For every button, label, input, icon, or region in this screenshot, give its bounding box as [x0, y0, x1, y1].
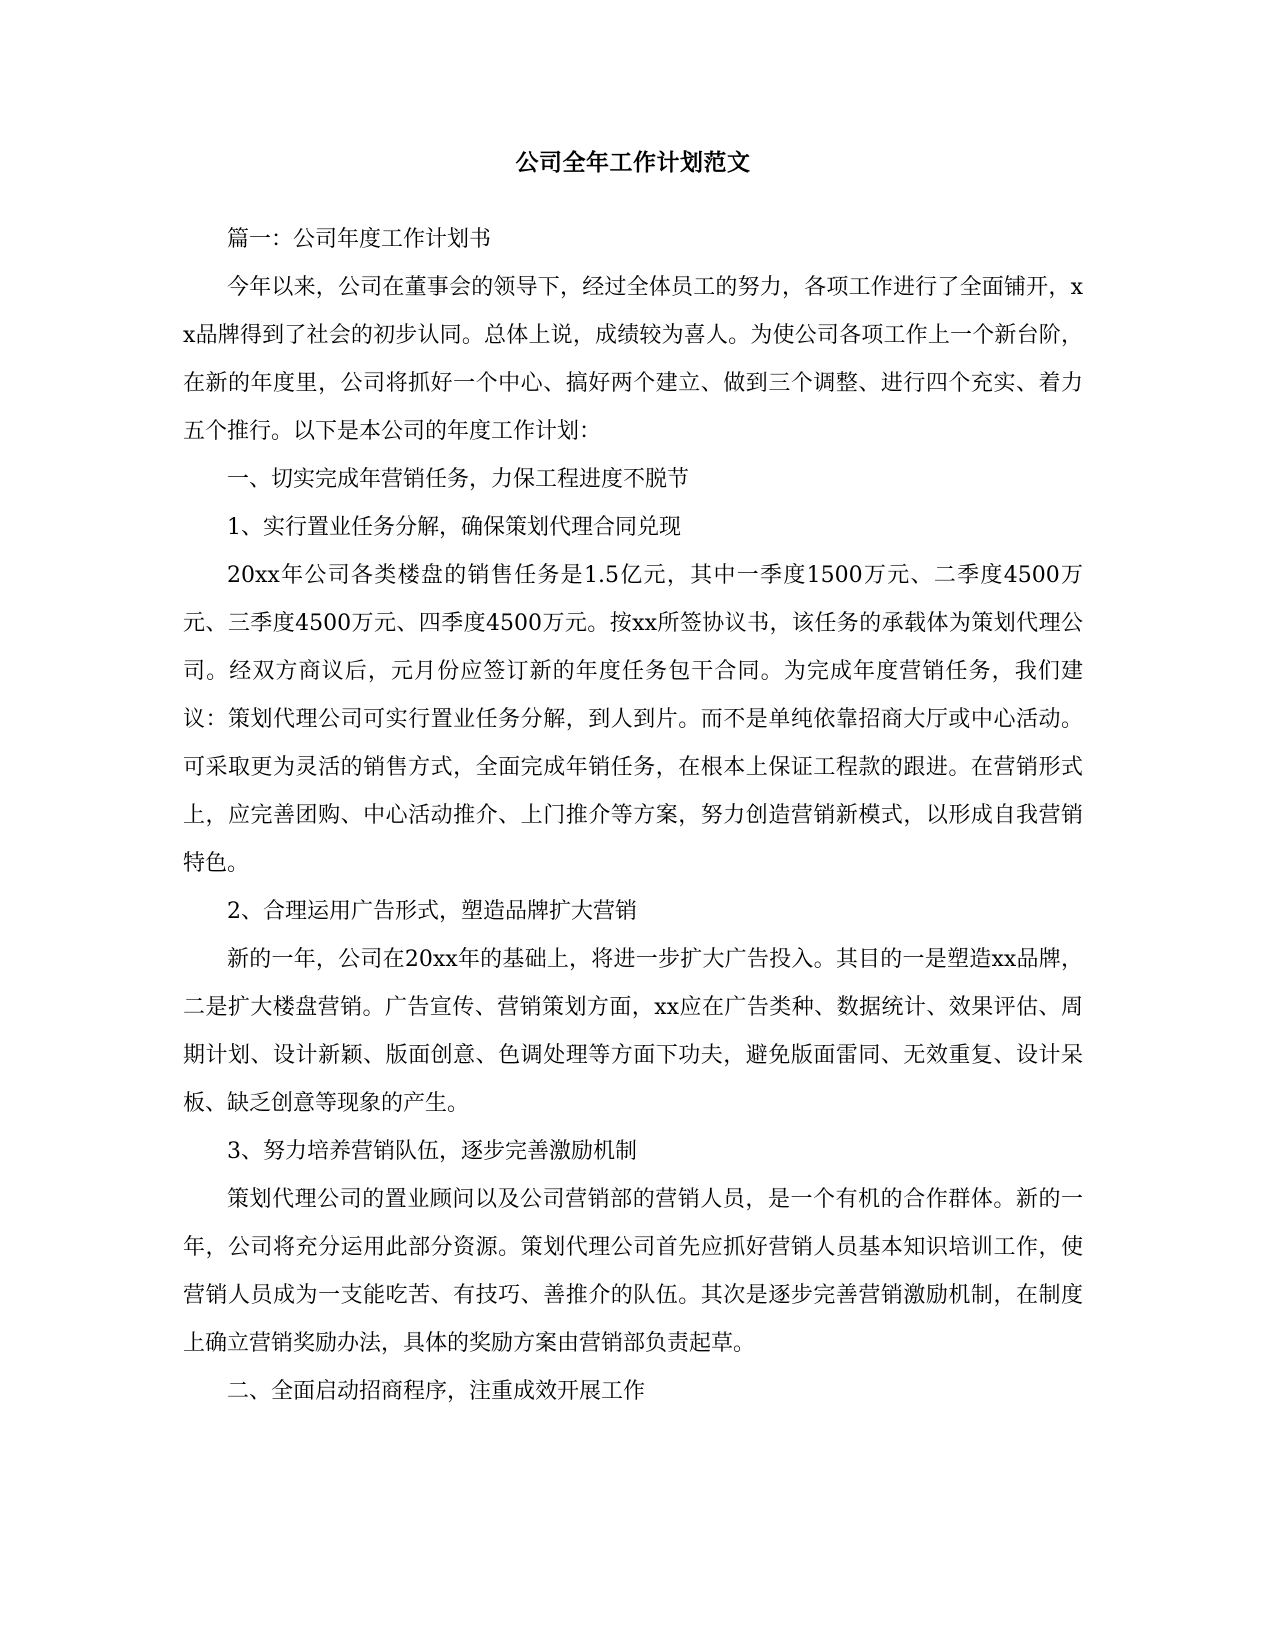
- intro-paragraph: 今年以来，公司在董事会的领导下，经过全体员工的努力，各项工作进行了全面铺开，xx品牌得到了社会的初步认同。总体上说，成绩较为喜人。为使公司各项工作上一个新台阶，在新的年度里，公司将抓好一个中心、搞好两个建立、做到三个调整、进行四个充实、着力五个推行。以下是本公司的年度工作计划：: [183, 275, 1083, 444]
- subsection-heading-1-3: 3、努力培养营销队伍，逐步完善激励机制: [227, 1139, 637, 1164]
- section-heading-1: 一、切实完成年营销任务，力保工程进度不脱节: [227, 467, 690, 492]
- body-paragraph-sales-target: 20xx年公司各类楼盘的销售任务是1.5亿元，其中一季度1500万元、二季度4500万元、三季度4500万元、四季度4500万元。按xx所签协议书，该任务的承载体为策划代理公司。经双方商议后，元月份应签订新的年度任务包干合同。为完成年度营销任务，我们建议：策划代理公司可实行置业任务分解，到人到片。而不是单纯依靠招商大厅或中心活动。可采取更为灵活的销售方式，全面完成年销任务，在根本上保证工程款的跟进。在营销形式上，应完善团购、中心活动推介、上门推介等方案，努力创造营销新模式，以形成自我营销特色。: [183, 563, 1083, 876]
- subsection-heading-1-1: 1、实行置业任务分解，确保策划代理合同兑现: [227, 515, 681, 540]
- body-paragraph-sales-team: 策划代理公司的置业顾问以及公司营销部的营销人员，是一个有机的合作群体。新的一年，公司将充分运用此部分资源。策划代理公司首先应抓好营销人员基本知识培训工作，使营销人员成为一支能吃苦、有技巧、善推介的队伍。其次是逐步完善营销激励机制，在制度上确立营销奖励办法，具体的奖励方案由营销部负责起草。: [183, 1187, 1083, 1356]
- section-heading-2: 二、全面启动招商程序，注重成效开展工作: [227, 1379, 646, 1404]
- document-page: [183, 0, 1083, 1650]
- body-paragraph-advertising: 新的一年，公司在20xx年的基础上，将进一步扩大广告投入。其目的一是塑造xx品牌，二是扩大楼盘营销。广告宣传、营销策划方面，xx应在广告类种、数据统计、效果评估、周期计划、设计新颖、版面创意、色调处理等方面下功夫，避免版面雷同、无效重复、设计呆板、缺乏创意等现象的产生。: [183, 947, 1083, 1116]
- section-heading-part-one: 篇一：公司年度工作计划书: [227, 227, 492, 252]
- subsection-heading-1-2: 2、合理运用广告形式，塑造品牌扩大营销: [227, 899, 637, 924]
- document-body: [183, 216, 1083, 1416]
- document-title: 公司全年工作计划范文: [515, 149, 751, 176]
